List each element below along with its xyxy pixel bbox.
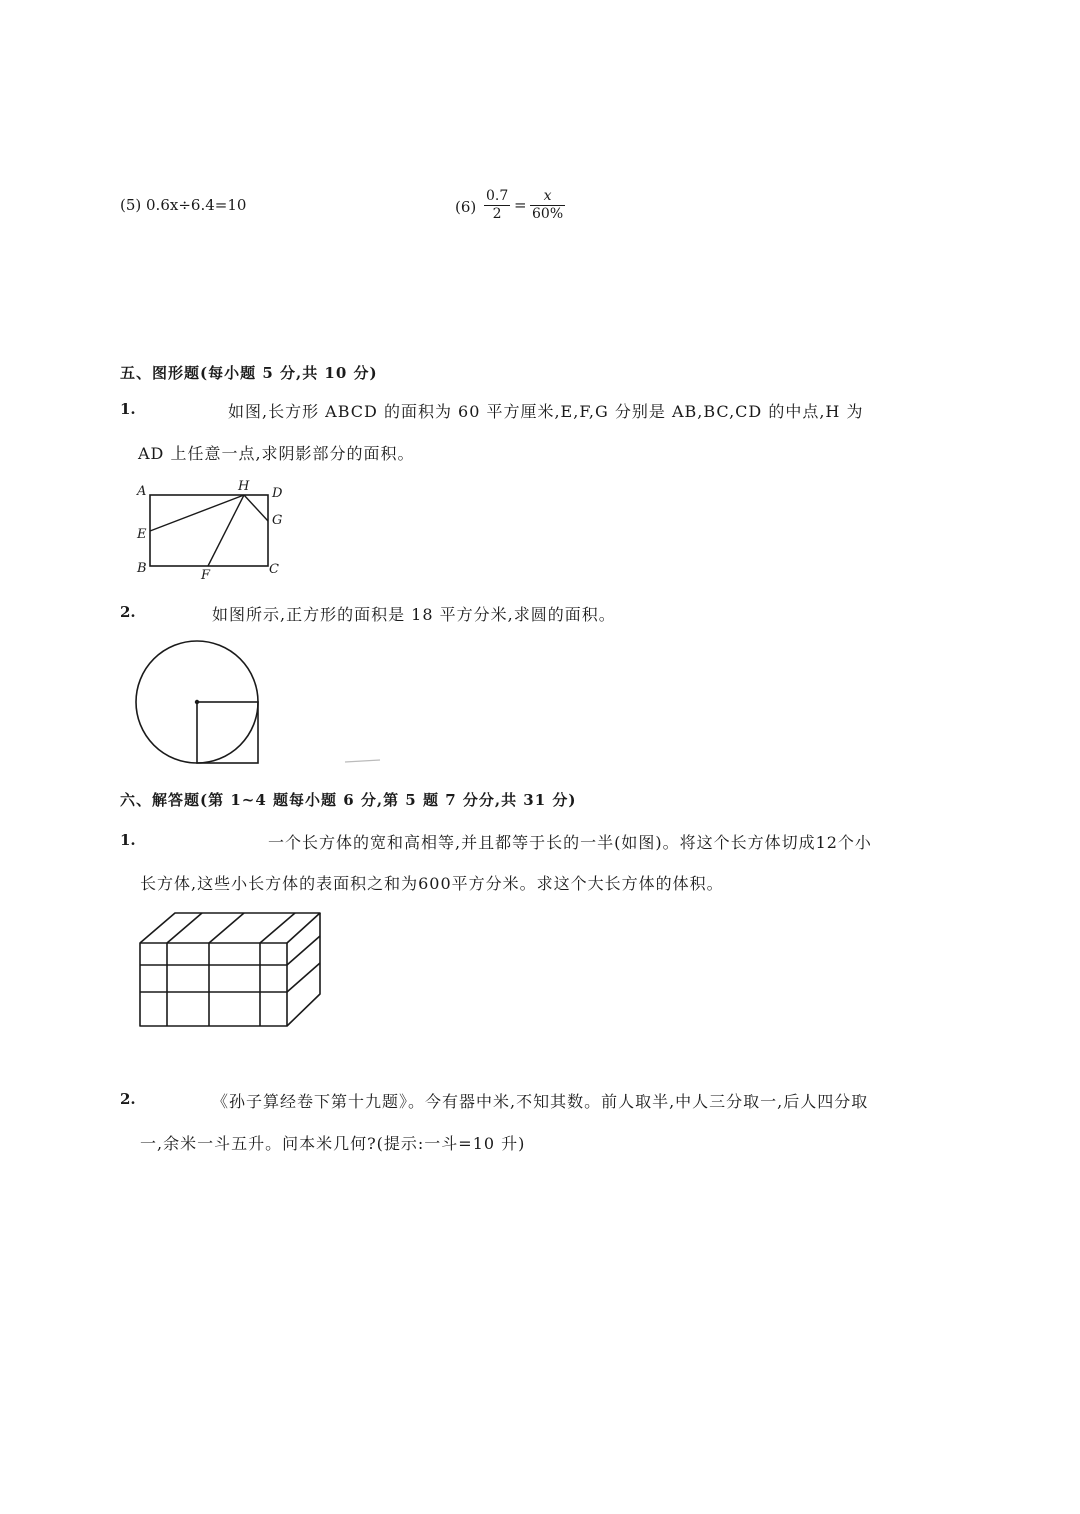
label-e: E [137, 527, 147, 542]
s6-question-1-line2: 长方体,这些小长方体的表面积之和为600平方分米。求这个大长方体的体积。 [140, 874, 724, 893]
s5-question-2-text: 如图所示,正方形的面积是 18 平方分米,求圆的面积。 [212, 605, 616, 624]
s5-question-2-number: 2. [120, 603, 136, 621]
top-divider-2 [209, 913, 244, 943]
top-divider-3 [260, 913, 295, 943]
right-horizontal-2 [287, 963, 320, 992]
equation-5: (5) 0.6x÷6.4=10 [120, 196, 247, 214]
section-6-title: 六、解答题(第 1~4 题每小题 6 分,第 5 题 7 分分,共 31 分) [120, 791, 577, 809]
s5-question-1-line2: AD 上任意一点,求阴影部分的面积。 [138, 444, 415, 463]
cuboid-front-face [140, 943, 287, 1026]
right-horizontal-1 [287, 936, 320, 965]
label-g: G [272, 513, 283, 528]
equation-6-prefix: (6) [455, 198, 477, 216]
s6-question-2-line2: 一,余米一斗五升。问本米几何?(提示:一斗=10 升) [140, 1134, 526, 1153]
s6-question-1-line1: 一个长方体的宽和高相等,并且都等于长的一半(如图)。将这个长方体切成12个小 [268, 833, 872, 852]
equation-6-equals: = [514, 196, 527, 214]
section-5-title: 五、图形题(每小题 5 分,共 10 分) [120, 364, 378, 382]
label-d: D [272, 486, 283, 501]
top-divider-1 [167, 913, 202, 943]
fraction-denominator: 2 [492, 206, 502, 222]
fraction-numerator: 0.7 [486, 188, 509, 204]
label-c: C [269, 562, 279, 577]
label-a: A [137, 484, 147, 499]
s5-question-1-number: 1. [120, 400, 136, 418]
label-b: B [137, 561, 147, 576]
s6-question-2-number: 2. [120, 1090, 136, 1108]
s5-question-1-line1: 如图,长方形 ABCD 的面积为 60 平方厘米,E,F,G 分别是 AB,BC,CD 的中点,H 为 [228, 402, 864, 421]
s6-question-1-number: 1. [120, 831, 136, 849]
cuboid-top-face [140, 913, 320, 943]
cuboid-right-face [287, 913, 320, 1026]
s6-question-2-line1: 《孙子算经卷下第十九题》。今有器中米,不知其数。前人取半,中人三分取一,后人四分取 [212, 1092, 869, 1111]
fraction-denominator: 60% [532, 206, 564, 222]
label-h: H [238, 479, 250, 494]
label-f: F [201, 568, 211, 583]
fraction-numerator: x [530, 188, 565, 206]
